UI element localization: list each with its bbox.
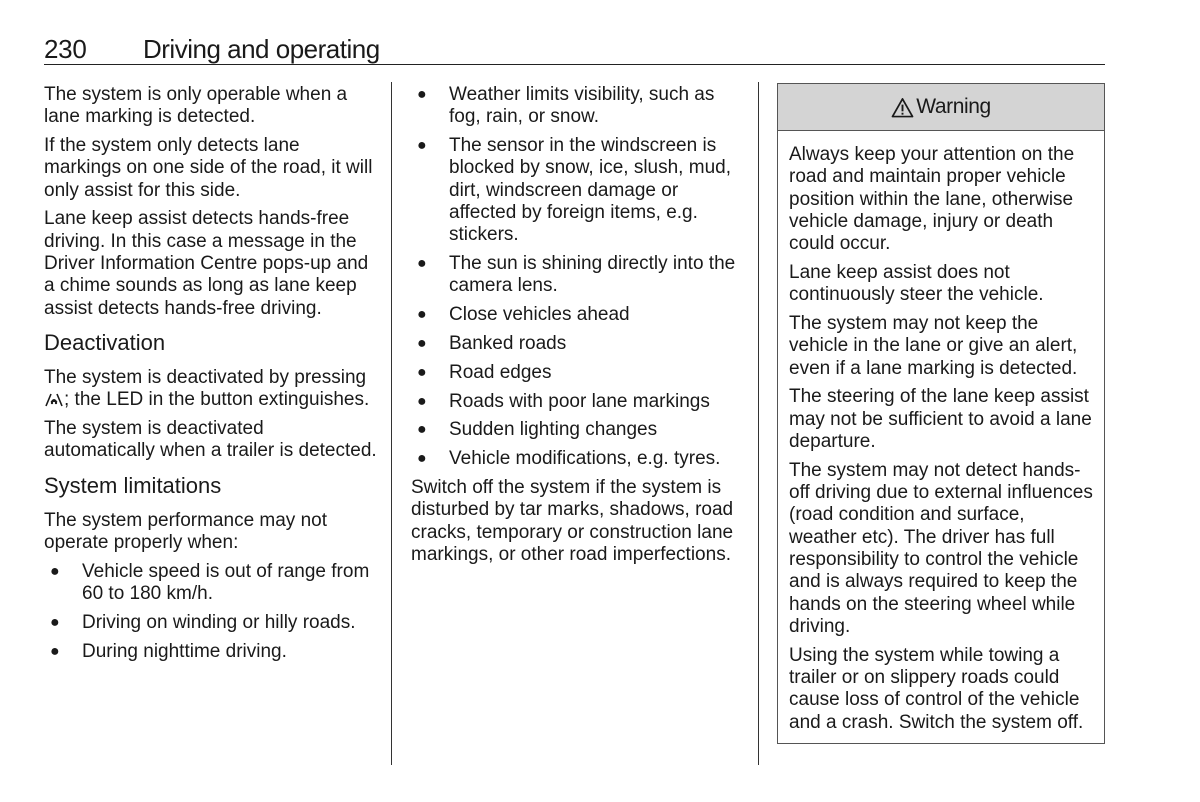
bullet-icon: ●: [417, 421, 427, 439]
warning-paragraph: Lane keep assist does not continuously steer the vehicle.: [789, 261, 1044, 306]
list-item-text: Vehicle modifications, e.g. tyres.: [449, 448, 721, 470]
column-divider: [758, 82, 759, 765]
bullet-icon: ●: [50, 562, 60, 580]
bullet-icon: ●: [50, 613, 60, 631]
bullet-icon: ●: [417, 392, 427, 410]
limitations-heading: System limitations: [44, 472, 222, 498]
warning-paragraph: Using the system while towing a trailer or on slippery roads could cause loss of control of the vehicle and a crash. Switch the system off.: [789, 644, 1084, 733]
list-item: [44, 641, 379, 663]
limitations-list-continued: [411, 84, 746, 470]
list-item: [44, 612, 379, 634]
bullet-icon: ●: [417, 86, 427, 103]
warning-triangle-icon: [891, 97, 914, 118]
warning-box: [777, 83, 1105, 744]
list-item-text: Vehicle speed is out of range from 60 to 180 km/h.: [82, 560, 370, 605]
bullet-icon: ●: [417, 450, 427, 468]
list-item-text: The sun is shining directly into the camera lens.: [449, 253, 736, 297]
deactivation-paragraph: [44, 367, 379, 412]
deactivation-text-start: The system is deactivated by pressing: [44, 366, 367, 388]
bullet-icon: ●: [417, 255, 427, 273]
bullet-icon: ●: [50, 642, 60, 660]
bullet-icon: ●: [417, 306, 427, 324]
hands-free-paragraph: Lane keep assist detects hands-free driving. In this case a message in the Driver Information Centre pops-up and a chime sounds as long as lane keep assist detects hands-free driving.: [44, 208, 369, 319]
limitations-intro: The system performance may not operate properly when:: [44, 509, 327, 553]
list-item-text: Banked roads: [449, 332, 567, 354]
list-item-text: Weather limits visibility, such as fog, rain, or snow.: [449, 84, 715, 128]
bullet-icon: ●: [417, 137, 427, 155]
list-item-text: Driving on winding or hilly roads.: [82, 611, 356, 633]
list-item: [411, 253, 746, 298]
list-item-text: The sensor in the windscreen is blocked by snow, ice, slush, mud, dirt, windscreen damage or affected by foreign items, e.g. stickers.: [449, 135, 731, 246]
warning-header: [778, 84, 1104, 131]
operable-paragraph: The system is only operable when a lane marking is detected.: [44, 84, 348, 128]
left-column: [44, 84, 379, 669]
list-item-text: Road edges: [449, 361, 552, 383]
list-item: [411, 419, 746, 441]
warning-title: Warning: [916, 95, 991, 118]
list-item: [411, 448, 746, 470]
list-item-text: Roads with poor lane markings: [449, 390, 710, 412]
one-side-paragraph: If the system only detects lane markings on one side of the road, it will only assist for this side.: [44, 135, 373, 201]
list-item-text: Sudden lighting changes: [449, 419, 658, 441]
list-item: [411, 304, 746, 326]
page-number: 230: [44, 34, 87, 64]
deactivation-text-end: ; the LED in the button extinguishes.: [64, 389, 370, 411]
deactivation-heading: Deactivation: [44, 329, 166, 355]
column-divider: [391, 82, 392, 765]
list-item: [411, 362, 746, 384]
page-header: [44, 34, 1105, 65]
trailer-paragraph: The system is deactivated automatically when a trailer is detected.: [44, 418, 377, 462]
list-item: [411, 135, 746, 246]
warning-paragraph: The system may not detect hands-off driving due to external influences (road condition and surface, weather etc). The driver has full responsibility to control the vehicle and is always required to keep the hands on the steering wheel while driving.: [789, 459, 1093, 637]
list-item: [411, 333, 746, 355]
warning-paragraph: The steering of the lane keep assist may not be sufficient to avoid a lane departure.: [789, 386, 1092, 453]
list-item-text: Close vehicles ahead: [449, 304, 630, 326]
limitations-list: [44, 561, 379, 663]
list-item: [411, 391, 746, 413]
lane-keep-assist-icon: [44, 391, 64, 407]
warning-body: [778, 131, 1104, 734]
list-item: [411, 84, 746, 129]
list-item-text: During nighttime driving.: [82, 640, 287, 662]
list-item: [44, 561, 379, 606]
middle-column: [411, 84, 746, 573]
section-title: Driving and operating: [143, 34, 380, 64]
switch-off-paragraph: Switch off the system if the system is disturbed by tar marks, shadows, road cracks, temporary or construction lane markings, or other road imperfections.: [411, 476, 734, 565]
warning-paragraph: Always keep your attention on the road and maintain proper vehicle position within the lane, otherwise vehicle damage, injury or death could occur.: [789, 144, 1075, 255]
warning-paragraph: The system may not keep the vehicle in the lane or give an alert, even if a lane marking is detected.: [789, 313, 1078, 379]
bullet-icon: ●: [417, 363, 427, 381]
bullet-icon: ●: [417, 334, 427, 352]
